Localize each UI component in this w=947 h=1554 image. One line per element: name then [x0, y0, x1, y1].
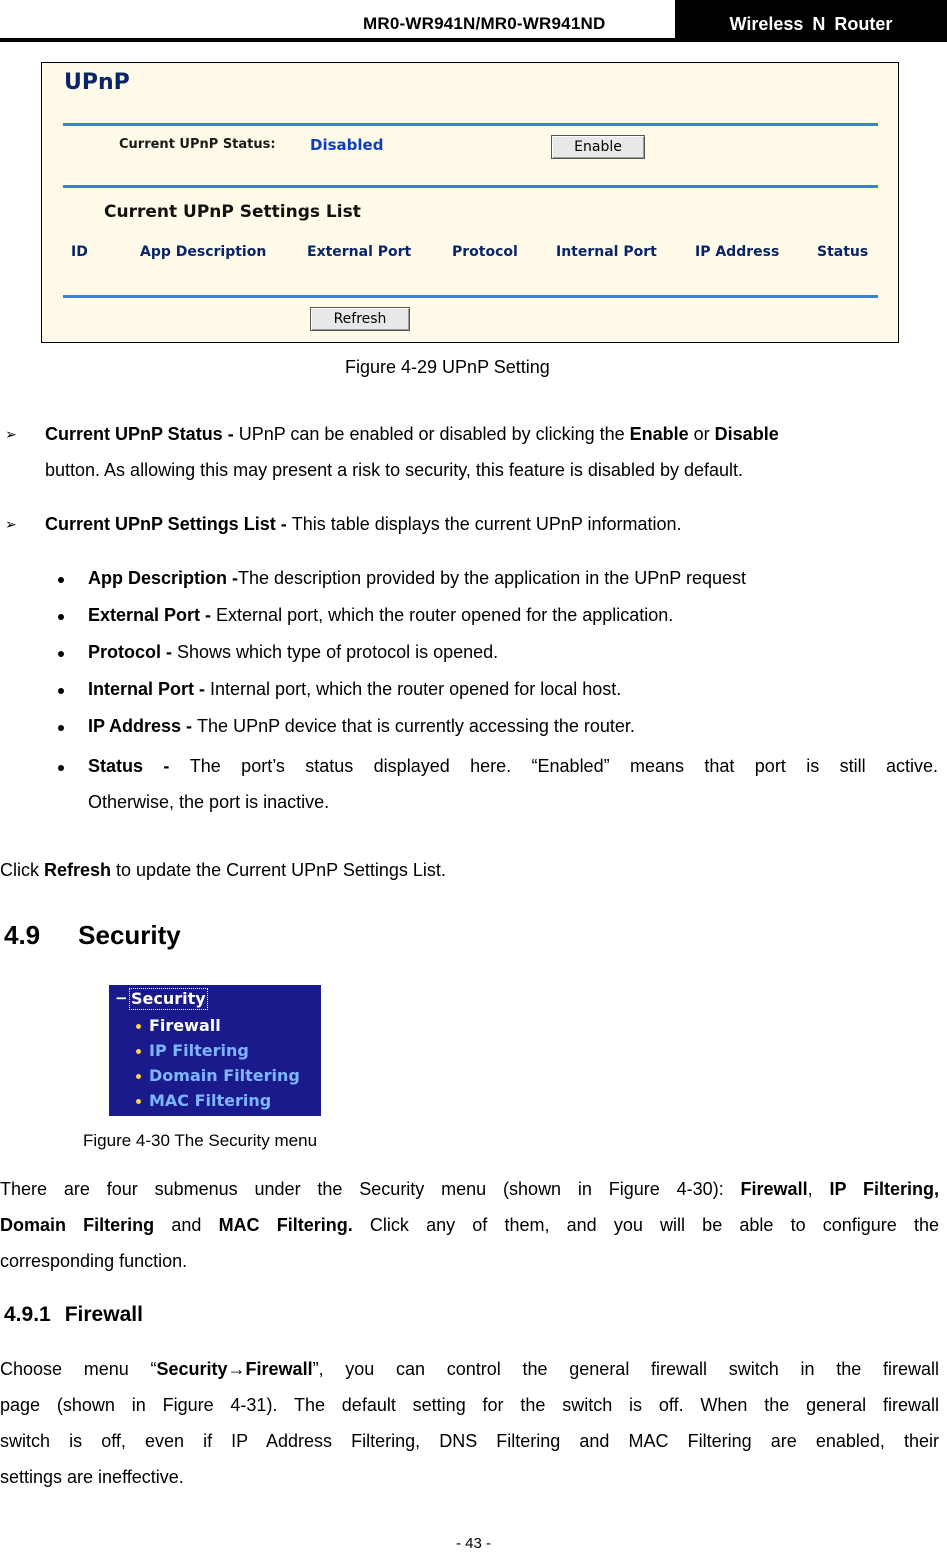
page-header — [0, 0, 947, 44]
status-value: Disabled — [310, 136, 384, 154]
menu-bullet-icon — [136, 1049, 141, 1054]
sub-bullet-external-port: External Port - External port, which the router opened for the application. — [88, 605, 674, 625]
refresh-note: Click Refresh to update the Current UPnP Settings List. — [0, 860, 446, 880]
bullet-dot-icon — [58, 688, 64, 694]
figure-caption: Figure 4-30 The Security menu — [83, 1131, 318, 1150]
column-id: ID — [71, 244, 88, 260]
upnp-title: UPnP — [64, 70, 130, 95]
header-rule — [0, 38, 947, 42]
bullet-dot-icon — [58, 765, 64, 771]
sub-bullet-app-description: App Description -The description provided by the application in the UPnP request — [88, 568, 746, 588]
menu-domain-filtering[interactable]: Domain Filtering — [149, 1066, 300, 1085]
arrow-bullet-icon: ➢ — [5, 516, 17, 532]
bullet-dot-icon — [58, 651, 64, 657]
divider — [63, 185, 878, 188]
arrow-bullet-icon: ➢ — [5, 426, 17, 442]
column-protocol: Protocol — [452, 244, 518, 260]
bullet-dot-icon — [58, 577, 64, 583]
page-number: - 43 - — [455, 1535, 491, 1552]
bullet-status: Current UPnP Status - UPnP can be enabled or disabled by clicking the Enable or Disable button. As allowing this may present a risk to security, this feature is disabled by default. — [45, 424, 779, 480]
sub-bullet-status: Status - The port’s status displayed here. “Enabled” means that port is still active. — [88, 756, 938, 776]
section-heading-firewall: 4.9.1 Firewall — [4, 1303, 143, 1326]
column-app-description: App Description — [140, 244, 267, 260]
column-external-port: External Port — [307, 244, 412, 260]
menu-security[interactable]: Security — [131, 989, 206, 1008]
settings-list-title: Current UPnP Settings List — [104, 202, 361, 222]
sub-bullet-internal-port: Internal Port - Internal port, which the router opened for local host. — [88, 679, 622, 699]
sub-bullet-status-cont: Otherwise, the port is inactive. — [88, 792, 330, 812]
column-status: Status — [817, 244, 869, 260]
section-heading-security: 4.9 Security — [4, 920, 181, 950]
bullet-dot-icon — [58, 725, 64, 731]
security-menu-image — [109, 985, 321, 1116]
collapse-icon: − — [115, 989, 128, 1007]
bullet-settings-list: Current UPnP Settings List - This table displays the current UPnP information. — [45, 514, 682, 534]
menu-bullet-icon — [136, 1099, 141, 1104]
sub-bullet-protocol: Protocol - Shows which type of protocol is opened. — [88, 642, 499, 662]
menu-bullet-icon — [136, 1074, 141, 1079]
firewall-paragraph: Choose menu “Security→Firewall”, you can control the general firewall switch in the firewall page (shown in Figure 4-31). The default setting for the switch is off. When the general firewall switch is off, even if IP Address Filtering, DNS Filtering and MAC Filtering are enabled, their settings are ineffective. — [0, 1359, 939, 1487]
enable-button[interactable]: Enable — [551, 135, 645, 159]
refresh-button[interactable]: Refresh — [310, 307, 410, 331]
menu-ip-filtering[interactable]: IP Filtering — [149, 1041, 249, 1060]
security-intro: There are four submenus under the Security menu (shown in Figure 4-30): Firewall, IP Filtering, Domain Filtering and MAC Filtering. Click any of them, and you will be able to configure the corresponding function. — [0, 1179, 939, 1271]
upnp-screenshot — [41, 62, 899, 343]
sub-bullet-ip-address: IP Address - The UPnP device that is currently accessing the router. — [88, 716, 635, 736]
divider — [63, 123, 878, 126]
divider — [63, 295, 878, 298]
menu-mac-filtering[interactable]: MAC Filtering — [149, 1091, 272, 1110]
header-title: Wireless N Router — [675, 0, 947, 40]
column-internal-port: Internal Port — [556, 244, 657, 260]
menu-firewall[interactable]: Firewall — [149, 1016, 221, 1035]
status-label: Current UPnP Status: — [119, 137, 276, 152]
bullet-dot-icon — [58, 614, 64, 620]
column-ip-address: IP Address — [695, 244, 780, 260]
model-name: MR0-WR941N/MR0-WR941ND — [363, 14, 606, 33]
menu-bullet-icon — [136, 1024, 141, 1029]
figure-caption: Figure 4-29 UPnP Setting — [345, 357, 550, 377]
